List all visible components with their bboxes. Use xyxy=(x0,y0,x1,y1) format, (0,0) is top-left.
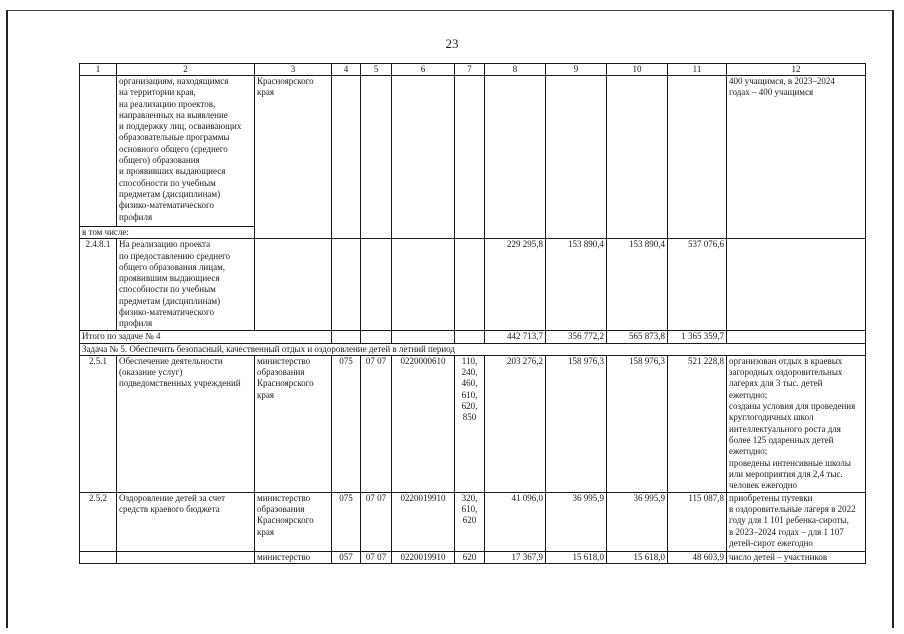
header-col-4: 4 xyxy=(332,64,361,76)
header-col-12: 12 xyxy=(727,64,866,76)
cell-year-2023 xyxy=(546,76,607,239)
task-heading: Задача № 5. Обеспечить безопасный, качественный отдых и оздоровление детей в летний период xyxy=(80,343,866,355)
cell-grbs xyxy=(332,239,361,331)
cell-total: 521 228,8 xyxy=(668,355,727,492)
cell-rzpr xyxy=(361,331,392,343)
cell-year-2024: 158 976,3 xyxy=(607,355,668,492)
cell-rzpr: 07 07 xyxy=(361,551,392,563)
table-row xyxy=(80,551,866,563)
cell-year-2024 xyxy=(607,76,668,239)
cell-rzpr xyxy=(361,76,392,239)
cell-year-2022 xyxy=(485,76,546,239)
cell-number xyxy=(80,551,117,563)
cell-executor: министерство xyxy=(255,551,332,563)
total-label: Итого по задаче № 4 xyxy=(80,331,332,343)
cell-csr: 0220019910 xyxy=(392,492,455,551)
cell-year-2022: 17 367,9 xyxy=(485,551,546,563)
cell-year-2023: 36 995,9 xyxy=(546,492,607,551)
header-col-1: 1 xyxy=(80,64,117,76)
cell-number: 2.4.8.1 xyxy=(80,239,117,331)
cell-number xyxy=(80,76,117,227)
header-col-3: 3 xyxy=(255,64,332,76)
cell-year-2024: 15 618,0 xyxy=(607,551,668,563)
cell-vr xyxy=(455,239,485,331)
cell-csr xyxy=(392,239,455,331)
table-row xyxy=(80,76,866,227)
cell-year-2023: 153 890,4 xyxy=(546,239,607,331)
cell-description: Оздоровление детей за счет средств краевого бюджета xyxy=(117,492,255,551)
cell-executor: Красноярского края xyxy=(255,76,332,239)
header-col-7: 7 xyxy=(455,64,485,76)
cell-year-2022: 229 295,8 xyxy=(485,239,546,331)
cell-rzpr: 07 07 xyxy=(361,355,392,492)
header-col-11: 11 xyxy=(668,64,727,76)
cell-total: 537 076,6 xyxy=(668,239,727,331)
cell-year-2022: 442 713,7 xyxy=(485,331,546,343)
cell-year-2022: 41 096,0 xyxy=(485,492,546,551)
cell-csr: 0220019910 xyxy=(392,551,455,563)
cell-year-2024: 153 890,4 xyxy=(607,239,668,331)
program-activities-table xyxy=(79,63,866,564)
cell-number: 2.5.2 xyxy=(80,492,117,551)
table-row-task-heading xyxy=(80,343,866,355)
cell-year-2023: 158 976,3 xyxy=(546,355,607,492)
cell-grbs: 075 xyxy=(332,492,361,551)
header-col-8: 8 xyxy=(485,64,546,76)
header-col-5: 5 xyxy=(361,64,392,76)
header-col-6: 6 xyxy=(392,64,455,76)
cell-vr: 320, 610, 620 xyxy=(455,492,485,551)
table-row xyxy=(80,355,866,492)
header-col-10: 10 xyxy=(607,64,668,76)
cell-result xyxy=(727,239,866,331)
table-row-total xyxy=(80,331,866,343)
cell-vr: 110, 240, 460, 610, 620, 850 xyxy=(455,355,485,492)
cell-result: организован отдых в краевых загородных оздоровительных лагерях для 3 тыс. детей ежегодно; созданы условия для проведения круглогодичных школ интеллектуального роста для более 125 одаренных детей ежегодно; проведены интенсивные школы или мероприятия для 2,4 тыс. человек ежегодно xyxy=(727,355,866,492)
cell-description: Обеспечение деятельности (оказание услуг) подведомственных учреждений xyxy=(117,355,255,492)
table-row xyxy=(80,492,866,551)
cell-executor xyxy=(255,239,332,331)
cell-description: На реализацию проекта по предоставлению среднего общего образования лицам, проявившим выдающиеся способности по учебным предметам (дисциплинам) физико-математического профиля xyxy=(117,239,255,331)
cell-vr: 620 xyxy=(455,551,485,563)
cell-result: число детей – участников xyxy=(727,551,866,563)
cell-result xyxy=(727,331,866,343)
cell-result: приобретены путевки в оздоровительные лагеря в 2022 году для 1 101 ребенка-сироты, в 2023–2024 годах – для 1 107 детей-сирот ежегодно xyxy=(727,492,866,551)
cell-executor: министерство образования Красноярского края xyxy=(255,492,332,551)
cell-number: 2.5.1 xyxy=(80,355,117,492)
cell-grbs xyxy=(332,331,361,343)
cell-vr xyxy=(455,331,485,343)
cell-rzpr: 07 07 xyxy=(361,492,392,551)
cell-csr: 0220000610 xyxy=(392,355,455,492)
cell-description xyxy=(117,551,255,563)
cell-year-2022: 203 276,2 xyxy=(485,355,546,492)
cell-year-2024: 565 873,8 xyxy=(607,331,668,343)
cell-result: 400 учащимся, в 2023–2024 годах – 400 учащимся xyxy=(727,76,866,239)
cell-year-2024: 36 995,9 xyxy=(607,492,668,551)
header-col-9: 9 xyxy=(546,64,607,76)
page-number: 23 xyxy=(445,36,459,51)
cell-csr xyxy=(392,76,455,239)
cell-total xyxy=(668,76,727,239)
cell-year-2023: 15 618,0 xyxy=(546,551,607,563)
header-col-2: 2 xyxy=(117,64,255,76)
cell-vr xyxy=(455,76,485,239)
cell-description: организациям, находящимся на территории края, на реализацию проектов, направленных на выявление и поддержку лиц, осваивающих образовательные программы основного общего (среднего общего) образования и проявивших выдающиеся способности по учебным предметам (дисциплинам) физико-математического профиля xyxy=(117,76,255,227)
cell-grbs: 075 xyxy=(332,355,361,492)
header-row xyxy=(80,64,866,76)
cell-total: 1 365 359,7 xyxy=(668,331,727,343)
cell-rzpr xyxy=(361,239,392,331)
cell-csr xyxy=(392,331,455,343)
cell-grbs: 057 xyxy=(332,551,361,563)
table-row xyxy=(80,239,866,331)
cell-executor: министерство образования Красноярского края xyxy=(255,355,332,492)
cell-total: 48 603,9 xyxy=(668,551,727,563)
cell-total: 115 087,8 xyxy=(668,492,727,551)
cell-grbs xyxy=(332,76,361,239)
including-label: в том числе: xyxy=(80,227,255,239)
cell-year-2023: 356 772,2 xyxy=(546,331,607,343)
